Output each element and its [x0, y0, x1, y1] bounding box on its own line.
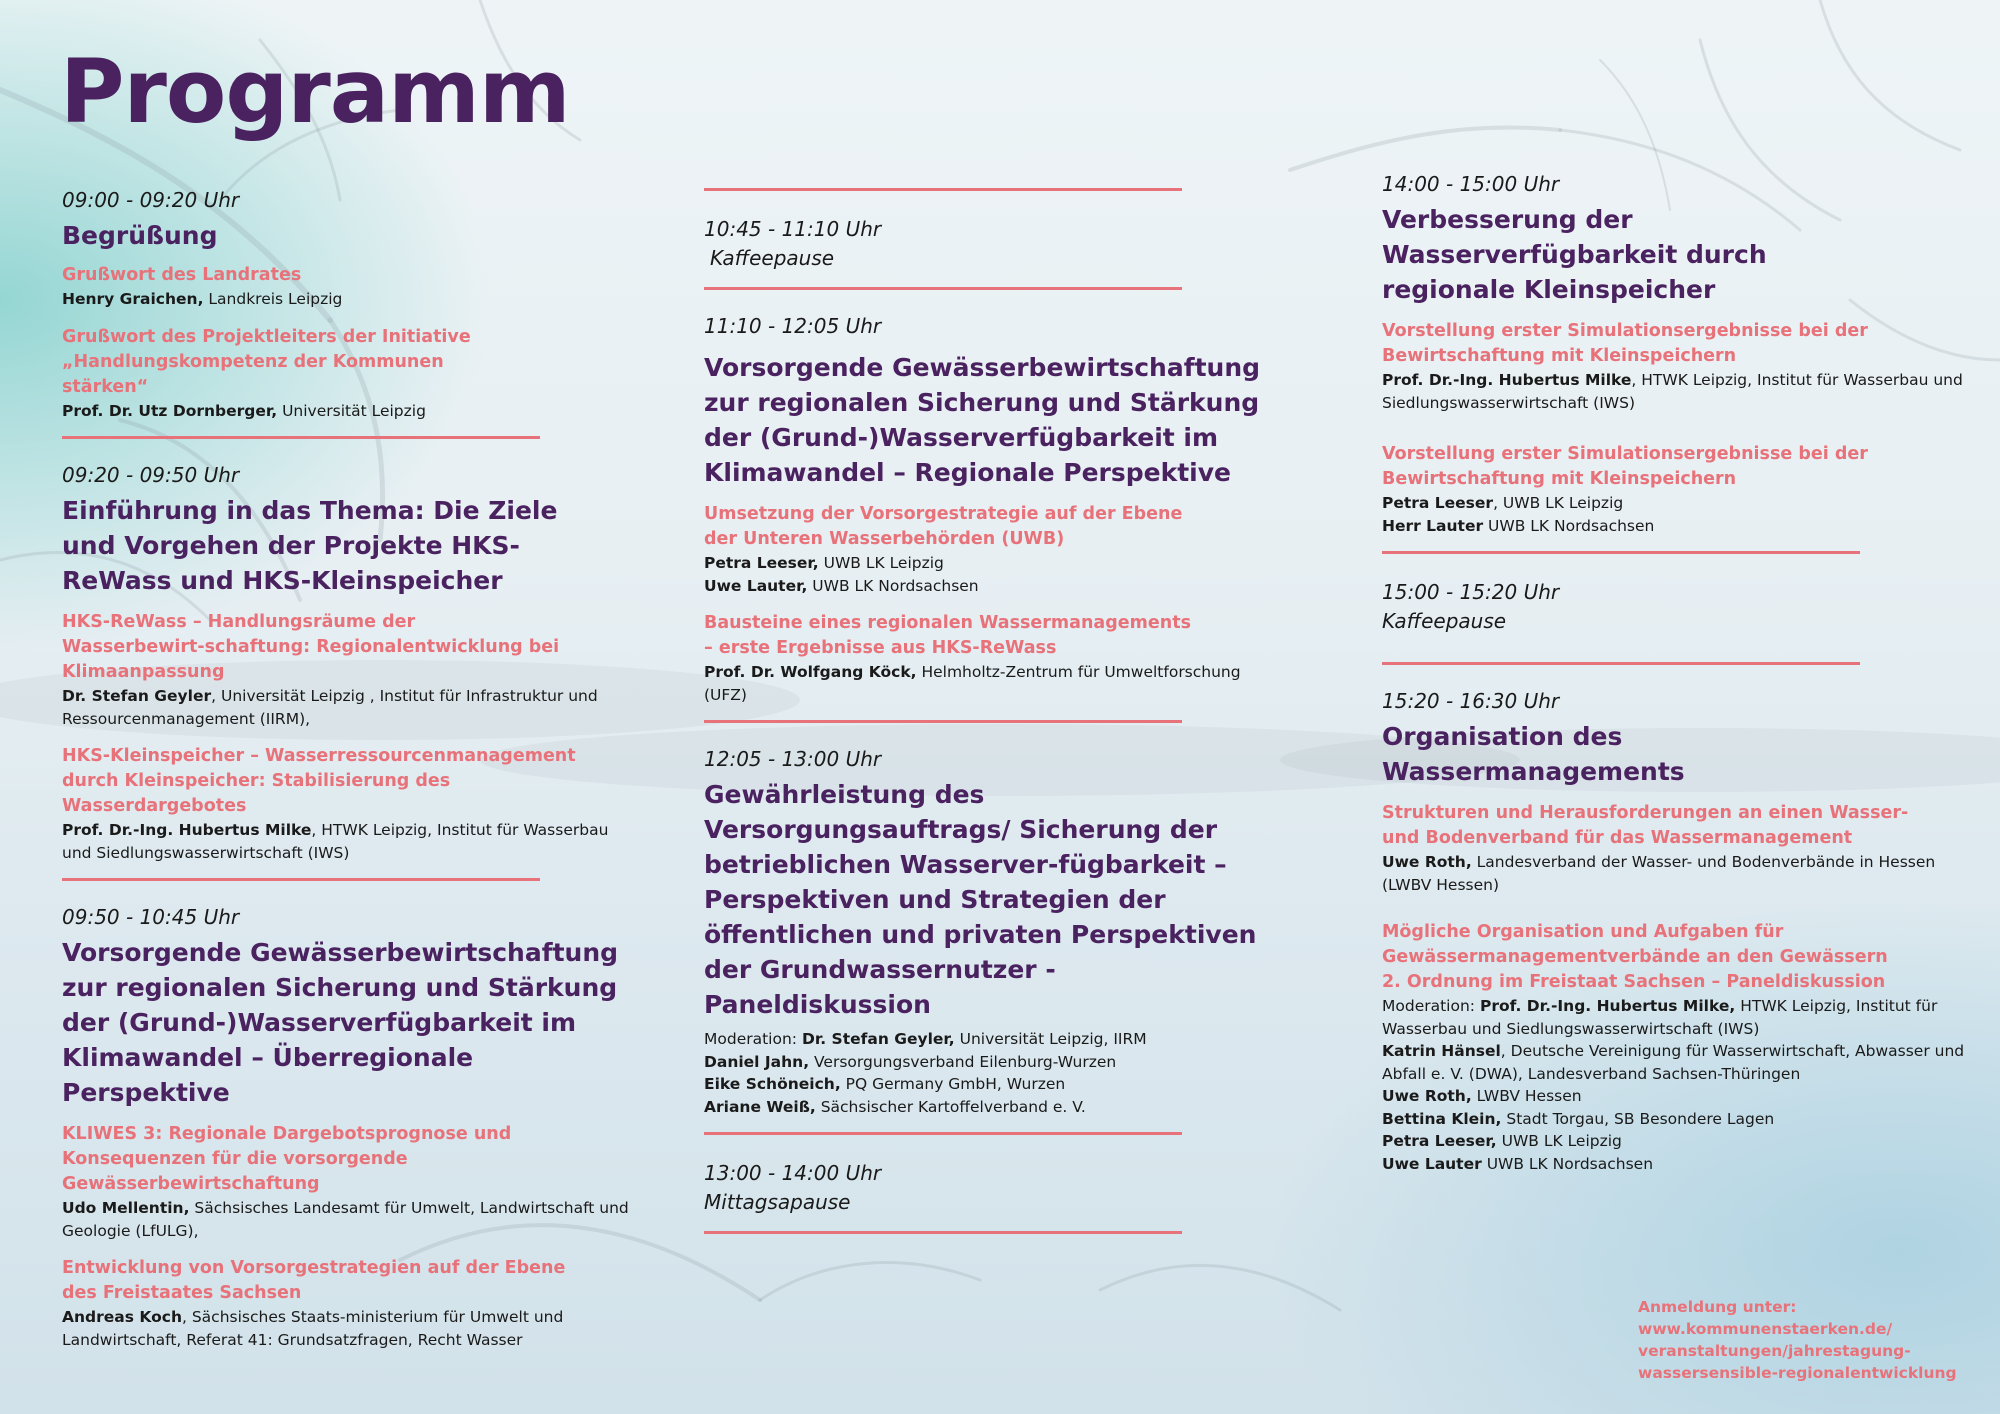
panel-participants: Moderation: Dr. Stefan Geyler, Universität Leipzig, IIRM Daniel Jahn, Versorgungsverband Eilenburg-Wurzen Eike Schöneich, PQ Germany GmbH, Wurzen Ariane Weiß, Sächsischer Kartoffelverband e. V. [704, 1030, 1147, 1116]
talk-title: Vorstellung erster Simulationsergebnisse bei der Bewirtschaftung mit Kleinspeichern [1382, 444, 1868, 489]
talk-title: Grußwort des Landrates [62, 265, 302, 285]
section-divider [704, 188, 1182, 191]
pause-label: Kaffeepause [710, 246, 835, 270]
talk-speaker: Prof. Dr. Wolfgang Köck, Helmholtz-Zentrum für Umweltforschung (UFZ) [704, 663, 1241, 704]
session-title: Begrüßung [62, 221, 218, 250]
pause-label: Mittagsapause [704, 1190, 851, 1214]
session-title: Organisation des Wassermanagements [1382, 722, 1685, 786]
talk-speaker: Udo Mellentin, Sächsisches Landesamt für Umwelt, Landwirtschaft und Geologie (LfULG), [62, 1199, 629, 1240]
section-divider [704, 1231, 1182, 1234]
session-time: 09:00 - 09:20 Uhr [62, 188, 240, 212]
talk-speakers: Petra Leeser, UWB LK Leipzig Uwe Lauter, UWB LK Nordsachsen [704, 554, 979, 595]
talk-title: KLIWES 3: Regionale Dargebotsprognose und Konsequenzen für die vorsorgende Gewässerbewirtschaftung [62, 1124, 512, 1194]
program-column-3 [1382, 172, 1972, 1189]
talk-title: Umsetzung der Vorsorgestrategie auf der Ebene der Unteren Wasserbehörden (UWB) [704, 504, 1183, 549]
talk-speaker: Prof. Dr.-Ing. Hubertus Milke, HTWK Leipzig, Institut für Wasserbau und Siedlungswasserwirtschaft (IWS) [1382, 371, 1963, 412]
talk-speaker: Andreas Koch, Sächsisches Staats-ministerium für Umwelt und Landwirtschaft, Referat 41: Grundsatzfragen, Recht Wasser [62, 1308, 564, 1349]
pause-label: Kaffeepause [1382, 609, 1507, 633]
pause-time: 13:00 - 14:00 Uhr [704, 1161, 882, 1185]
talk-speaker: Dr. Stefan Geyler, Universität Leipzig , Institut für Infrastruktur und Ressourcenmanagement (IIRM), [62, 687, 598, 728]
registration-link[interactable]: www.kommunenstaerken.de/ veranstaltungen/jahrestagung- wassersensible-regionalentwicklung [1638, 1320, 1957, 1382]
session-title: Gewährleistung des Versorgungsauftrags/ Sicherung der betrieblichen Wasserver-fügbarkeit – Perspektiven und Strategien der öffentlichen und privaten Perspektiven der Grundwassernutzer - Paneldiskussion [704, 780, 1257, 1019]
program-column-2 [704, 188, 1304, 1258]
talk-speaker: Uwe Roth, Landesverband der Wasser- und Bodenverbände in Hessen (LWBV Hessen) [1382, 853, 1936, 894]
talk-speaker: Prof. Dr.-Ing. Hubertus Milke, HTWK Leipzig, Institut für Wasserbau und Siedlungswasserwirtschaft (IWS) [62, 821, 609, 862]
registration-label: Anmeldung unter: [1638, 1298, 1797, 1316]
talk-speaker: Prof. Dr. Utz Dornberger, Universität Leipzig [62, 401, 426, 420]
pause-time: 10:45 - 11:10 Uhr [704, 217, 882, 241]
page-title: Programm [60, 40, 570, 143]
talk-title: Bausteine eines regionalen Wassermanagements – erste Ergebnisse aus HKS-ReWass [704, 613, 1191, 658]
talk-speakers: Petra Leeser, UWB LK Leipzig Herr Lauter UWB LK Nordsachsen [1382, 494, 1655, 535]
section-divider [1382, 551, 1860, 554]
session-time: 15:20 - 16:30 Uhr [1382, 689, 1560, 713]
talk-title: Entwicklung von Vorsorgestrategien auf der Ebene des Freistaates Sachsen [62, 1258, 566, 1303]
talk-title: HKS-ReWass – Handlungsräume der Wasserbewirt-schaftung: Regionalentwicklung bei Klimaanpassung [62, 612, 560, 682]
session-time: 14:00 - 15:00 Uhr [1382, 172, 1560, 196]
session-time: 09:50 - 10:45 Uhr [62, 905, 240, 929]
section-divider [704, 1132, 1182, 1135]
section-divider [704, 720, 1182, 723]
pause-time: 15:00 - 15:20 Uhr [1382, 580, 1560, 604]
session-title: Einführung in das Thema: Die Ziele und Vorgehen der Projekte HKS-ReWass und HKS-Kleinspeicher [62, 496, 558, 595]
session-time: 09:20 - 09:50 Uhr [62, 463, 240, 487]
program-column-1 [62, 188, 642, 1365]
session-title: Vorsorgende Gewässerbewirtschaftung zur regionalen Sicherung und Stärkung der (Grund-)Wasserverfügbarkeit im Klimawandel – Regionale Perspektive [704, 353, 1261, 487]
session-time: 12:05 - 13:00 Uhr [704, 747, 882, 771]
session-title: Vorsorgende Gewässerbewirtschaftung zur regionalen Sicherung und Stärkung der (Grund-)Wasserverfügbarkeit im Klimawandel – Überregionale Perspektive [62, 938, 619, 1107]
session-time: 11:10 - 12:05 Uhr [704, 314, 882, 338]
talk-title: Mögliche Organisation und Aufgaben für Gewässermanagementverbände an den Gewässern 2. Ordnung im Freistaat Sachsen – Paneldiskussion [1382, 922, 1888, 992]
panel-participants: Moderation: Prof. Dr.-Ing. Hubertus Milke, HTWK Leipzig, Institut für Wasserbau und Siedlungswasserwirtschaft (IWS) Katrin Hänsel, Deutsche Vereinigung für Wasserwirtschaft, Abwasser und Abfall e. V. (DWA), Landesverband Sachsen-Thüringen Uwe Roth, LWBV Hessen Bettina Klein, Stadt Torgau, SB Besondere Lagen Petra Leeser, UWB LK Leipzig Uwe Lauter UWB LK Nordsachsen [1382, 997, 1965, 1173]
talk-speaker: Henry Graichen, Landkreis Leipzig [62, 290, 343, 308]
registration-note [1638, 1296, 1968, 1384]
talk-title: Grußwort des Projektleiters der Initiative „Handlungskompetenz der Kommunen stärken“ [62, 326, 471, 397]
talk-title: Strukturen und Herausforderungen an einen Wasser- und Bodenverband für das Wassermanagement [1382, 803, 1909, 848]
talk-title: HKS-Kleinspeicher – Wasserressourcenmanagement durch Kleinspeicher: Stabilisierung des Wasserdargebotes [62, 746, 576, 816]
section-divider [62, 878, 540, 881]
session-title: Verbesserung der Wasserverfügbarkeit durch regionale Kleinspeicher [1382, 205, 1767, 304]
section-divider [704, 287, 1182, 290]
section-divider [62, 436, 540, 439]
talk-title: Vorstellung erster Simulationsergebnisse bei der Bewirtschaftung mit Kleinspeichern [1382, 321, 1868, 366]
section-divider [1382, 662, 1860, 665]
